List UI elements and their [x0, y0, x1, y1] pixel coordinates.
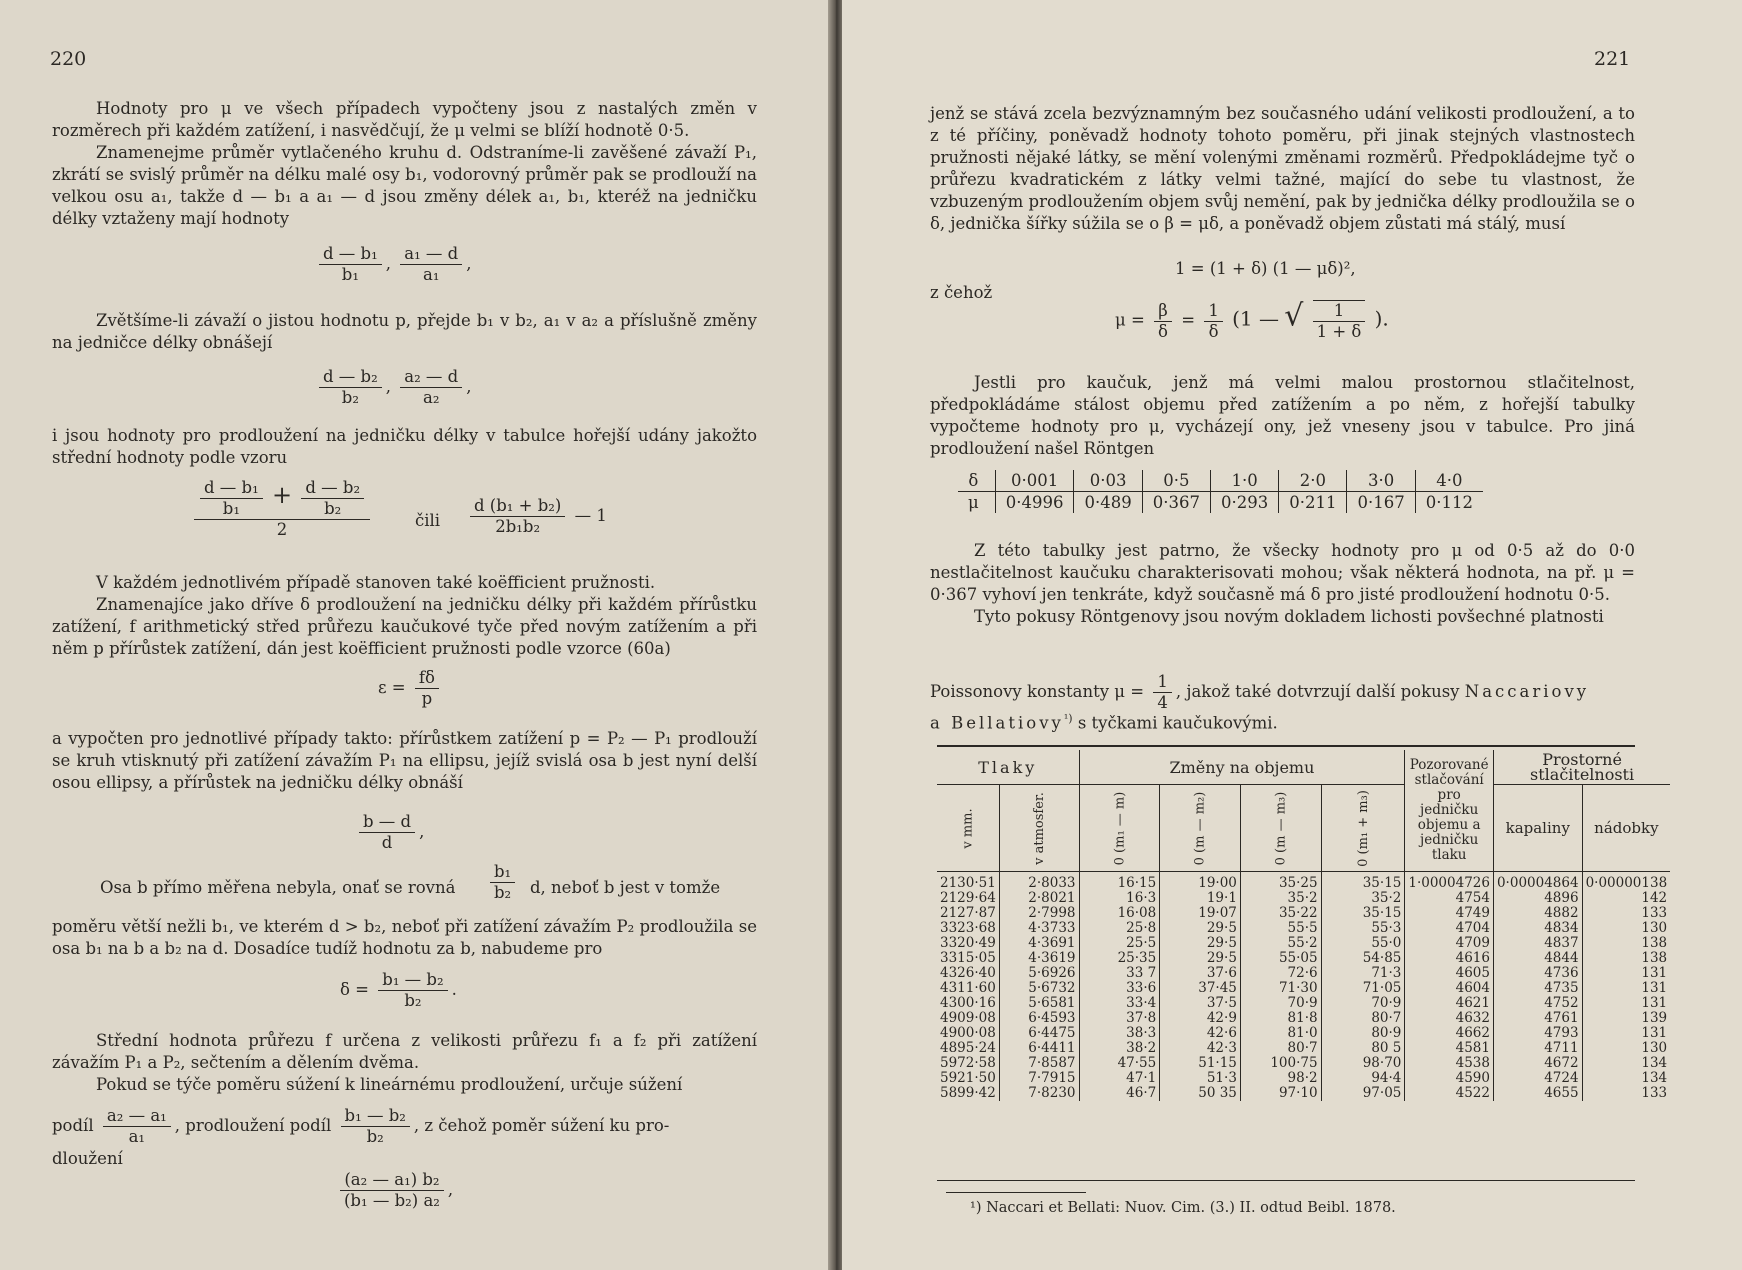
table-cell: 131 [1582, 996, 1670, 1011]
formula-increment: $\frac{b — d}{d}$ , [355, 812, 424, 853]
table-top-rule [937, 745, 1635, 747]
table-cell: 38·2 [1079, 1041, 1160, 1056]
table-cell: 19·1 [1160, 891, 1241, 906]
formula-volume: 1 = (1 + δ) (1 — μδ)², [1175, 259, 1356, 278]
fraction: $\frac{\text{a₂ — d}}{\text{a₂}}$ [400, 367, 462, 408]
paragraph-block-5 [52, 728, 757, 794]
paragraph-block-4 [52, 572, 757, 660]
table-cell: 71·30 [1240, 981, 1321, 996]
table-cell: 3315·05 [940, 950, 996, 966]
formula-ratio-line: podíl $\frac{\text{a₂ — a₁}}{\text{a₁}}$ , prodloužení podíl $\frac{\text{b₁ — b₂}}{\text{b₂}}$ , z čehož poměr súžení ku pro- [52, 1106, 670, 1146]
paragraph: i jsou hodnoty pro prodloužení na jedničku délky v tabulce hořejší udány jakožto střední hodnoty podle vzoru [52, 426, 757, 467]
table-cell: 35·15 [1321, 906, 1405, 921]
table-cell: 4709 [1405, 936, 1494, 951]
table-cell: 35·15 [1321, 872, 1405, 892]
table-cell: 70·9 [1240, 996, 1321, 1011]
paragraph-axis-b: Osa b přímo měřena nebyla, onať se rovná [100, 878, 456, 897]
fraction: $\frac{\text{a₁ — d}}{\text{a₁}}$ [400, 244, 462, 285]
paragraph-block-6 [52, 916, 757, 960]
table-cell: 94·4 [1321, 1071, 1405, 1086]
table-cell: 5·6581 [999, 996, 1079, 1011]
table-cell: 4662 [1405, 1026, 1494, 1041]
column-header: Pozorované stlačování pro jedničku objemu a jedničku tlaku [1405, 750, 1494, 872]
table-cell: 42·9 [1160, 1011, 1241, 1026]
paragraph-block-2 [52, 310, 757, 354]
table-cell: 37·45 [1160, 981, 1241, 996]
table-cell: 3323·68 [940, 920, 996, 936]
table-cell: 4581 [1405, 1041, 1494, 1056]
table-cell: 55·3 [1321, 921, 1405, 936]
formula-delta: δ = $\frac{\text{b₁ — b₂}}{\text{b₂}}$ . [340, 970, 457, 1010]
table-cell: 4900·08 [940, 1025, 996, 1041]
table-row [937, 981, 1670, 996]
table-body [937, 872, 1670, 1102]
table-cell: 4621 [1405, 996, 1494, 1011]
table-cell: 33 7 [1079, 966, 1160, 981]
table-cell: 131 [1582, 1026, 1670, 1041]
table-cell: 2·8033 [999, 872, 1079, 892]
table-row [937, 921, 1670, 936]
table-cell: 37·6 [1160, 966, 1241, 981]
table-cell: 29·5 [1160, 921, 1241, 936]
table-cell: 80·9 [1321, 1026, 1405, 1041]
table-row [937, 966, 1670, 981]
paragraph: Znamenejme průměr vytlačeného kruhu d. Odstraníme-li zavěšené závaží P₁, zkrátí se svislý průměr na délku malé osy b₁, vodorovný průměr pak se prodlouží na velkou osu a₁, takže d — b₁ a a₁ — d jsou změny délek a₁, b₁, kteréž na jedničku délky vztaženy mají hodnoty [52, 143, 757, 228]
table-cell: 16·08 [1079, 906, 1160, 921]
table-cell: 4672 [1493, 1056, 1582, 1071]
table-cell: 4909·08 [940, 1010, 996, 1026]
table-cell: 4711 [1493, 1041, 1582, 1056]
table-cell: 19·00 [1160, 872, 1241, 892]
table-cell: 35·25 [1240, 872, 1321, 892]
fraction: $\frac{\text{d — b₁}}{\text{b₁}}$ [319, 244, 382, 285]
table-cell: 55·0 [1321, 936, 1405, 951]
table-cell: 4724 [1493, 1071, 1582, 1086]
table-cell: 4300·16 [940, 995, 996, 1011]
table-cell: 4·3733 [999, 921, 1079, 936]
table-cell: 4882 [1493, 906, 1582, 921]
table-cell: 2·7998 [999, 906, 1079, 921]
table-cell: 51·15 [1160, 1056, 1241, 1071]
table-cell: 4604 [1405, 981, 1494, 996]
footnote: ¹) Naccari et Bellati: Nuov. Cim. (3.) II. odtud Beibl. 1878. [970, 1200, 1396, 1216]
table-cell: 5921·50 [940, 1070, 996, 1086]
table-cell: 16·3 [1079, 891, 1160, 906]
table-cell: 46·7 [1079, 1086, 1160, 1101]
table-cell: 2129·64 [940, 890, 996, 906]
table-cell: 37·5 [1160, 996, 1241, 1011]
table-cell: 4311·60 [940, 980, 996, 996]
table-cell: 4752 [1493, 996, 1582, 1011]
table-cell: 37·8 [1079, 1011, 1160, 1026]
paragraph: Pokud se týče poměru súžení k lineárnému prodloužení, určuje súžení [96, 1075, 683, 1094]
formula-relative-changes-2: $\frac{\text{d — b₂}}{\text{b₂}}$ , $\frac{\text{a₂ — d}}{\text{a₂}}$ , [315, 367, 472, 408]
compressibility-table [937, 750, 1670, 1101]
table-cell: 25·5 [1079, 936, 1160, 951]
column-header: v mm. [937, 785, 999, 872]
table-cell: 81·8 [1240, 1011, 1321, 1026]
paragraph: Střední hodnota průřezu f určena z velikosti průřezu f₁ a f₂ při zatížení závažím P₁ a P₂, sečtením a dělením dvěma. [52, 1031, 757, 1072]
table-cell: 33·4 [1079, 996, 1160, 1011]
paragraph: Zvětšíme-li závaží o jistou hodnotu p, přejde b₁ v b₂, a₁ v a₂ a příslušně změny na jedničce délky obnášejí [52, 311, 757, 352]
table-cell: 71·05 [1321, 981, 1405, 996]
table-cell: 51·3 [1160, 1071, 1241, 1086]
table-cell: 4655 [1493, 1086, 1582, 1101]
paragraph: a vypočten pro jednotlivé případy takto: přírůstkem zatížení p = P₂ — P₁ prodlouží se kruh vtisknutý při zatížení závažím P₁ na ellipsu, jejíž svislá osa b jest nyní delší osou ellipsy, a přírůstek na jedničku délky obnáší [52, 729, 757, 792]
table-cell: 4·3619 [999, 951, 1079, 966]
table-cell: 3320·49 [940, 935, 996, 951]
table-cell: 5·6732 [999, 981, 1079, 996]
table-cell: 1·00004726 [1405, 872, 1494, 892]
table-cell: 130 [1582, 921, 1670, 936]
formula-mean-value [190, 478, 374, 540]
table-cell: 55·2 [1240, 936, 1321, 951]
page-number: 221 [1594, 48, 1631, 70]
column-header: kapaliny [1493, 785, 1582, 872]
table-row [937, 1086, 1670, 1101]
table-cell: 4326·40 [940, 965, 996, 981]
word-cili: čili [415, 511, 441, 530]
paragraph: Tyto pokusy Röntgenovy jsou novým dokladem lichosti povšechné platnosti [974, 607, 1604, 626]
table-row [937, 1071, 1670, 1086]
table-row [937, 996, 1670, 1011]
table-cell: 0·00004864 [1493, 872, 1582, 892]
table-cell: 6·4475 [999, 1026, 1079, 1041]
table-cell: 138 [1582, 951, 1670, 966]
table-cell: 4605 [1405, 966, 1494, 981]
table-cell: 55·05 [1240, 951, 1321, 966]
table-cell: 5·6926 [999, 966, 1079, 981]
table-cell: 4754 [1405, 891, 1494, 906]
table-row [937, 906, 1670, 921]
paragraph-poisson: Poissonovy konstanty μ = $\frac{1}{4}$ , jakož také dotvrzují další pokusy Naccariovy [930, 672, 1590, 712]
table-cell: 4834 [1493, 921, 1582, 936]
table-cell: 72·6 [1240, 966, 1321, 981]
paragraph-block-7 [52, 1030, 757, 1096]
formula-elasticity: ε = $\frac{f\delta}{p}$ [378, 668, 443, 709]
table-cell: 4844 [1493, 951, 1582, 966]
table-cell: 100·75 [1240, 1056, 1321, 1071]
table-cell: 7·7915 [999, 1071, 1079, 1086]
table-cell: 5972·58 [940, 1055, 996, 1071]
fraction: $\frac{\text{d — b₂}}{\text{b₂}}$ [319, 367, 382, 408]
paragraph-axis-b-tail: d, neboť b jest v tomže [530, 878, 721, 897]
formula-axis-b: $\frac{\text{b₁}}{\text{b₂}}$ [486, 862, 519, 903]
table-cell: 4632 [1405, 1011, 1494, 1026]
paragraph-block-r1 [930, 103, 1635, 235]
table-cell: 4895·24 [940, 1040, 996, 1056]
table-cell: 80 5 [1321, 1041, 1405, 1056]
table-row [937, 872, 1670, 892]
page-number: 220 [50, 48, 87, 70]
table-cell: 4793 [1493, 1026, 1582, 1041]
table-cell: 4749 [1405, 906, 1494, 921]
table-cell: 4761 [1493, 1011, 1582, 1026]
table-row: δ 0·001 0·03 0·5 1·0 2·0 3·0 4·0 [958, 470, 1483, 492]
column-header: v atmosfer. [999, 785, 1079, 872]
paragraph: Jestli pro kaučuk, jenž má velmi malou prostornou stlačitelnost, předpokládáme stálost objemu před zatížením a po něm, z hořejší tabulky vypočteme hodnoty pro μ, vycházejí ony, jež vneseny jsou v tabulce. Pro jiná prodloužení našel Röntgen [930, 373, 1635, 458]
table-cell: 133 [1582, 906, 1670, 921]
compound-fraction: $\frac{\text{d — b₁}}{\text{b₁}}$ + $\frac{\text{d — b₂}}{\text{b₂}}$ 2 [194, 478, 370, 540]
table-cell: 35·2 [1321, 891, 1405, 906]
table-cell: 7·8587 [999, 1056, 1079, 1071]
column-header: 0 (m₁ + m₃) [1321, 785, 1405, 872]
table-cell: 97·10 [1240, 1086, 1321, 1101]
table-cell: 4736 [1493, 966, 1582, 981]
table-header-row [937, 750, 1670, 785]
table-row [937, 1011, 1670, 1026]
table-cell: 25·35 [1079, 951, 1160, 966]
table-cell: 131 [1582, 966, 1670, 981]
paragraph-block-3 [52, 425, 757, 469]
table-cell: 2130·51 [940, 875, 996, 891]
rontgen-table [958, 470, 1483, 513]
table-row [937, 1026, 1670, 1041]
table-cell: 6·4593 [999, 1011, 1079, 1026]
table-cell: 33·6 [1079, 981, 1160, 996]
column-header: 0 (m — m₂) [1160, 785, 1241, 872]
table-cell: 131 [1582, 981, 1670, 996]
table-cell: 25·8 [1079, 921, 1160, 936]
column-header: 0 (m₁ — m) [1079, 785, 1160, 872]
paragraph-block-1 [52, 98, 757, 230]
table-cell: 55·5 [1240, 921, 1321, 936]
column-header: Prostorné stlačitelnosti [1493, 750, 1670, 785]
paragraph: Znamenajíce jako dříve δ prodloužení na jedničku délky při každém přírůstku zatížení, f arithmetický střed průřezu kaučukové tyče před novým zatížením a při něm p přírůstek zatížení, dán jest koëfficient pružnosti podle vzorce (60a) [52, 595, 757, 658]
table-cell: 47·1 [1079, 1071, 1160, 1086]
table-cell: 2127·87 [940, 905, 996, 921]
table-cell: 81·0 [1240, 1026, 1321, 1041]
table-cell: 7·8230 [999, 1086, 1079, 1101]
table-cell: 4616 [1405, 951, 1494, 966]
table-cell: 134 [1582, 1071, 1670, 1086]
paragraph: Hodnoty pro μ ve všech případech vypočteny jsou z nastalých změn v rozměrech při každém zatížení, i nasvědčují, že μ velmi se blíží hodnotě 0·5. [52, 99, 757, 140]
table-bottom-rule [937, 1180, 1635, 1181]
table-cell: 4704 [1405, 921, 1494, 936]
formula-mu: μ = $\frac{\beta}{\delta}$ = $\frac{1}{\delta}$ (1 — √ $\frac{1}{1 + \delta}$ ). [1115, 298, 1389, 341]
table-row: μ 0·4996 0·489 0·367 0·293 0·211 0·167 0·112 [958, 492, 1483, 514]
table-row [937, 1056, 1670, 1071]
table-cell: 4896 [1493, 891, 1582, 906]
table-cell: 71·3 [1321, 966, 1405, 981]
table-cell: 5899·42 [940, 1085, 996, 1101]
table-cell: 133 [1582, 1086, 1670, 1101]
table-cell: 134 [1582, 1056, 1670, 1071]
table-row [937, 1041, 1670, 1056]
paragraph-block-r3 [930, 540, 1635, 628]
table-cell: 130 [1582, 1041, 1670, 1056]
paragraph-block-r2 [930, 372, 1635, 460]
table-cell: 4·3691 [999, 936, 1079, 951]
table-cell: 42·6 [1160, 1026, 1241, 1041]
table-cell: 4522 [1405, 1086, 1494, 1101]
table-cell: 38·3 [1079, 1026, 1160, 1041]
paragraph-end: dloužení [52, 1149, 123, 1168]
table-cell: 97·05 [1321, 1086, 1405, 1101]
table-cell: 98·2 [1240, 1071, 1321, 1086]
table-cell: 138 [1582, 936, 1670, 951]
table-cell: 4538 [1405, 1056, 1494, 1071]
column-header: Změny na objemu [1079, 750, 1405, 785]
table-cell: 139 [1582, 1011, 1670, 1026]
table-cell: 54·85 [1321, 951, 1405, 966]
left-page [0, 0, 830, 1270]
column-header: Tlaky [937, 750, 1079, 785]
formula-mean-value-alt: $\frac{\text{d (b₁ + b₂)}}{\text{2b₁b₂}}$ — 1 [466, 496, 607, 537]
table-cell: 19·07 [1160, 906, 1241, 921]
table-cell: 98·70 [1321, 1056, 1405, 1071]
table-cell: 6·4411 [999, 1041, 1079, 1056]
footnote-rule [946, 1192, 1086, 1193]
table-cell: 80·7 [1240, 1041, 1321, 1056]
table-cell: 35·22 [1240, 906, 1321, 921]
table-cell: 29·5 [1160, 936, 1241, 951]
table-cell: 47·55 [1079, 1056, 1160, 1071]
table-cell: 42·3 [1160, 1041, 1241, 1056]
formula-ratio: $\frac{\text{(a₂ — a₁) b₂}}{\text{(b₁ — b₂) a₂}}$ , [336, 1170, 453, 1211]
table-cell: 0·00000138 [1582, 872, 1670, 892]
paragraph: V každém jednotlivém případě stanoven také koëfficient pružnosti. [96, 573, 656, 592]
table-cell: 35·2 [1240, 891, 1321, 906]
table-cell: 4735 [1493, 981, 1582, 996]
table-cell: 4590 [1405, 1071, 1494, 1086]
paragraph: poměru větší nežli b₁, ve kterém d > b₂, neboť při zatížení závažím P₂ prodloužila se osa b₁ na b a b₂ na d. Dosadíce tudíž hodnotu za b, nabudeme pro [52, 917, 757, 958]
table-row [937, 951, 1670, 966]
table-row [937, 936, 1670, 951]
table-cell: 29·5 [1160, 951, 1241, 966]
table-cell: 50 35 [1160, 1086, 1241, 1101]
paragraph: Z této tabulky jest patrno, že všecky hodnoty pro μ od 0·5 až do 0·0 nestlačitelnost kaučuku charakterisovati mohou; však některá hodnota, na př. μ = 0·367 vyhoví jen tenkráte, když současně má δ pro jisté prodloužení hodnotu 0·5. [930, 541, 1635, 604]
table-cell: 142 [1582, 891, 1670, 906]
paragraph: jenž se stává zcela bezvýznamným bez současného udání velikosti prodloužení, a to z té příčiny, poněvadž hodnoty tohoto poměru, při jinak stejných vlastnostech pružnosti nějaké látky, se mění volenými změnami rozměrů. Předpokládejme tyč o průřezu kvadratickém z látky velmi tažné, mající do sebe tu vlastnost, že vzbuzeným prodloužením objem svůj nemění, pak by jednička délky prodloužila se o δ, jednička šířky súžila se o β = μδ, a poněvadž objem zůstati má stálý, musí [930, 104, 1635, 233]
table-header-row [937, 785, 1670, 872]
table-row [937, 891, 1670, 906]
column-header: nádobky [1582, 785, 1670, 872]
formula-relative-changes-1: $\frac{\text{d — b₁}}{\text{b₁}}$ , $\frac{\text{a₁ — d}}{\text{a₁}}$ , [315, 244, 472, 285]
table-cell: 2·8021 [999, 891, 1079, 906]
table-cell: 16·15 [1079, 872, 1160, 892]
table-cell: 4837 [1493, 936, 1582, 951]
paragraph-bellati: a Bellatiovy$^{^1)}$ s tyčkami kaučukovými. [930, 712, 1278, 733]
column-header: 0 (m — m₃) [1240, 785, 1321, 872]
table-cell: 80·7 [1321, 1011, 1405, 1026]
word-z-cehoz: z čehož [930, 283, 993, 302]
table-cell: 70·9 [1321, 996, 1405, 1011]
